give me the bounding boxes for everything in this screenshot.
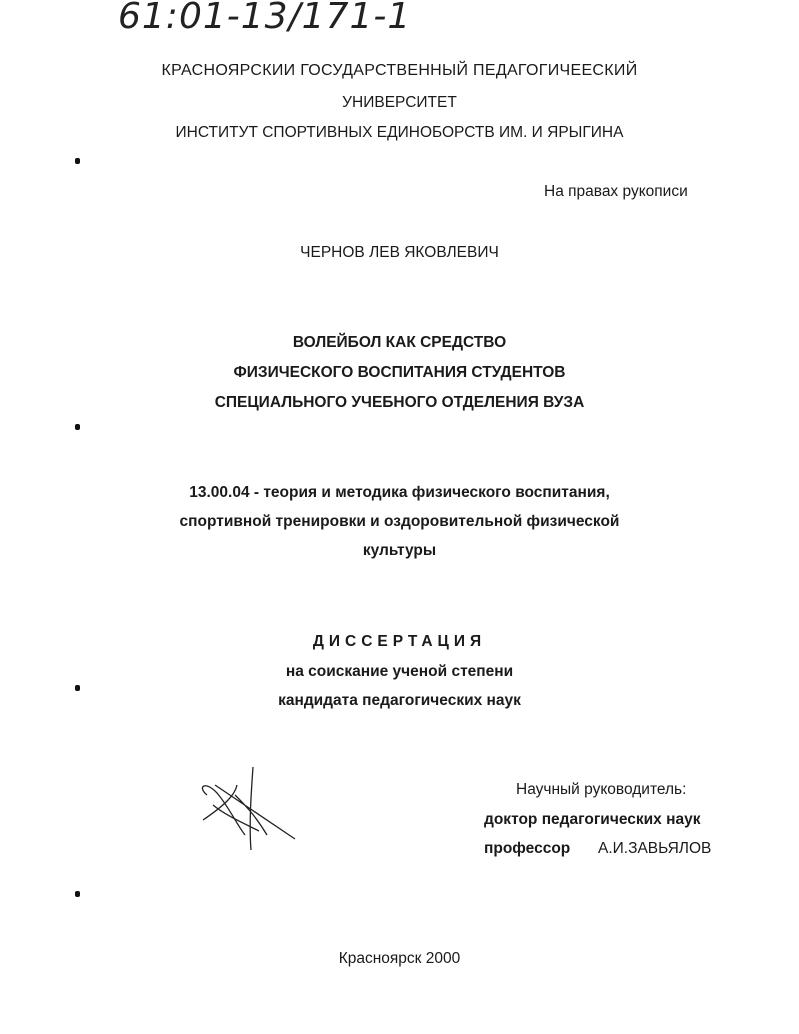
supervisor-title: профессор xyxy=(484,840,571,857)
specialty-line-1: 13.00.04 - теория и методика физического воспитания, xyxy=(189,484,610,501)
place-year: Красноярск 2000 xyxy=(338,950,461,967)
author-name: ЧЕРНОВ ЛЕВ ЯКОВЛЕВИЧ xyxy=(300,244,499,261)
manuscript-note: На правах рукописи xyxy=(544,183,688,200)
supervisor-label: Научный руководитель: xyxy=(516,781,687,798)
scan-artifact-dot xyxy=(75,891,80,897)
dissertation-heading: ДИССЕРТАЦИЯ xyxy=(312,633,487,650)
supervisor-name: А.И.ЗАВЬЯЛОВ xyxy=(598,840,712,857)
scan-artifact-dot xyxy=(75,158,80,164)
supervisor-degree: доктор педагогических наук xyxy=(484,811,701,828)
specialty-line-2: спортивной тренировки и оздоровительной физической xyxy=(179,513,620,530)
institution-line-1: КРАСНОЯРСКИИ ГОСУДАРСТВЕННЫЙ ПЕДАГОГИЧЕЕСКИЙ xyxy=(161,62,638,79)
scan-artifact-dot xyxy=(75,424,80,430)
institution-line-3: ИНСТИТУТ СПОРТИВНЫХ ЕДИНОБОРСТВ ИМ. И ЯРЫГИНА xyxy=(175,124,624,141)
handwritten-catalog-number: 61:01-13/171-1 xyxy=(118,0,412,37)
scan-artifact-dot xyxy=(75,685,80,691)
author-signature xyxy=(195,765,305,855)
title-line-1: ВОЛЕЙБОЛ КАК СРЕДСТВО xyxy=(292,334,507,351)
title-line-3: СПЕЦИАЛЬНОГО УЧЕБНОГО ОТДЕЛЕНИЯ ВУЗА xyxy=(214,394,585,411)
institution-line-2: УНИВЕРСИТЕТ xyxy=(342,94,457,111)
degree-line-1: на соискание ученой степени xyxy=(285,663,514,680)
title-line-2: ФИЗИЧЕСКОГО ВОСПИТАНИЯ СТУДЕНТОВ xyxy=(233,364,566,381)
specialty-line-3: культуры xyxy=(362,542,437,559)
degree-line-2: кандидата педагогических наук xyxy=(278,692,521,709)
